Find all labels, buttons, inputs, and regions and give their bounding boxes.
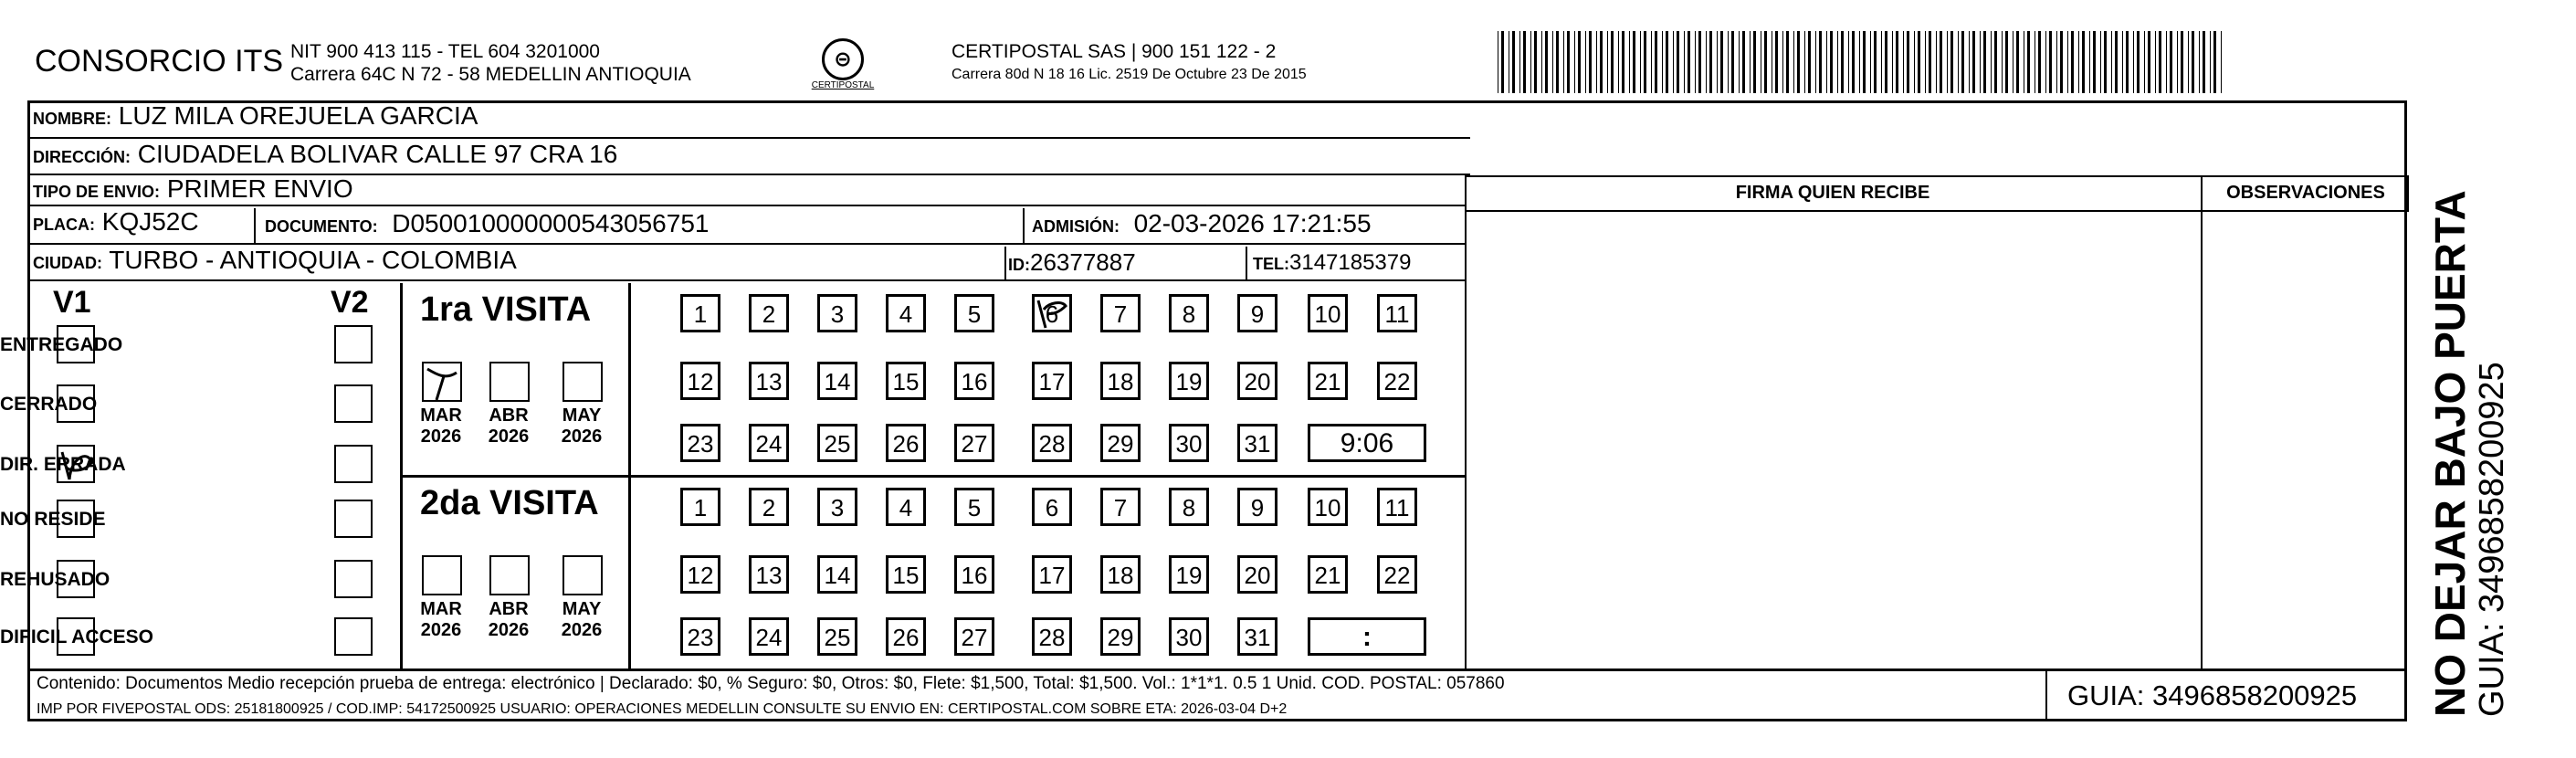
day-box[interactable]: [817, 424, 857, 462]
day-box[interactable]: [1100, 294, 1141, 332]
second-visit-title: 2da VISITA: [420, 484, 599, 522]
day-number: 17: [1038, 368, 1066, 395]
day-number: 2: [762, 300, 776, 328]
ciudad-label: CIUDAD:: [33, 254, 102, 272]
day-box[interactable]: [749, 488, 789, 526]
direccion-label: DIRECCIÓN:: [33, 148, 131, 166]
v2-checkbox[interactable]: [334, 500, 373, 538]
day-box[interactable]: [1032, 555, 1072, 594]
v2-checkbox[interactable]: [334, 384, 373, 423]
time-box[interactable]: 9:06: [1308, 424, 1426, 462]
day-number: 11: [1384, 300, 1410, 328]
day-box[interactable]: [1377, 488, 1417, 526]
status-label: CERRADO: [0, 394, 98, 415]
day-number: 16: [961, 368, 988, 395]
ciudad-value: TURBO - ANTIOQUIA - COLOMBIA: [109, 246, 517, 274]
day-box[interactable]: [1237, 424, 1277, 462]
day-number: 6: [1045, 300, 1059, 328]
month-year: 2026: [488, 426, 530, 447]
divider: [400, 475, 1465, 478]
day-box[interactable]: [680, 617, 720, 656]
day-number: 27: [961, 430, 988, 458]
day-box[interactable]: [886, 488, 926, 526]
observaciones-area[interactable]: [2203, 212, 2405, 669]
day-box[interactable]: [1032, 362, 1072, 400]
day-number: 8: [1182, 300, 1196, 328]
day-number: 18: [1107, 368, 1134, 395]
firma-area[interactable]: [1467, 212, 2199, 669]
row-tipo: [27, 175, 1465, 206]
v2-checkbox[interactable]: [334, 560, 373, 598]
month-label: [418, 405, 464, 447]
day-number: 2: [762, 494, 776, 521]
day-box[interactable]: [680, 424, 720, 462]
day-number: 30: [1175, 624, 1203, 651]
month-label: [418, 599, 464, 641]
guia-number: GUIA: 3496858200925: [2045, 669, 2407, 721]
day-box[interactable]: [1237, 362, 1277, 400]
month-checkbox[interactable]: [422, 555, 462, 595]
status-label: NO RESIDE: [0, 509, 106, 530]
time-box[interactable]: :: [1308, 617, 1426, 656]
day-box[interactable]: [1169, 555, 1209, 594]
day-number: 28: [1038, 624, 1066, 651]
day-box[interactable]: [1377, 294, 1417, 332]
check-mark-icon: [1035, 297, 1071, 332]
v2-checkbox[interactable]: [334, 445, 373, 483]
admision-label: ADMISIÓN:: [1032, 217, 1120, 236]
day-box[interactable]: [1169, 424, 1209, 462]
day-box[interactable]: [680, 362, 720, 400]
placa-value: KQJ52C: [101, 207, 199, 236]
day-number: 22: [1383, 562, 1411, 589]
footer-impresion: IMP POR FIVEPOSTAL ODS: 25181800925 / COD.IMP: 54172500925 USUARIO: OPERACIONES MEDELLIN CONSULTE SU ENVIO EN: CERTIPOSTAL.COM SOBRE ETA: 2026-03-04 D+2: [37, 701, 1288, 717]
month-label: [486, 405, 531, 447]
day-number: 28: [1038, 430, 1066, 458]
observaciones-label: OBSERVACIONES: [2226, 183, 2385, 203]
month-checkbox[interactable]: [563, 555, 603, 595]
day-box[interactable]: [1377, 555, 1417, 594]
v2-checkbox[interactable]: [334, 617, 373, 656]
day-number: 3: [830, 300, 845, 328]
day-number: 11: [1384, 494, 1410, 521]
day-box[interactable]: [1308, 362, 1348, 400]
day-box[interactable]: [749, 362, 789, 400]
logo-icon: ⊝: [822, 38, 864, 80]
certipostal-info: [952, 40, 1307, 86]
day-number: 8: [1182, 494, 1196, 521]
day-box[interactable]: [954, 555, 994, 594]
day-number: 14: [824, 562, 851, 589]
day-box[interactable]: [680, 294, 720, 332]
day-box[interactable]: [1308, 488, 1348, 526]
day-box[interactable]: [749, 617, 789, 656]
day-number: 12: [687, 562, 714, 589]
tel-label: TEL:: [1253, 255, 1289, 273]
day-number: 25: [824, 430, 851, 458]
footer-contenido: Contenido: Documentos Medio recepción prueba de entrega: electrónico | Declarado: $0, % Seguro: $0, Otros: $0, Flete: $1,500, Total: $1,500. Vol.: 1*1*1. 0.5 1 Unid. COD. POSTAL: 057860: [37, 674, 1505, 693]
day-box[interactable]: [1237, 488, 1277, 526]
day-box[interactable]: [1237, 294, 1277, 332]
day-number: 21: [1314, 562, 1341, 589]
month-name: MAY: [562, 599, 602, 619]
company-info: [290, 40, 691, 86]
month-label: [559, 405, 605, 447]
day-box[interactable]: [1308, 294, 1348, 332]
company-address: Carrera 64C N 72 - 58 MEDELLIN ANTIOQUIA: [290, 64, 691, 85]
day-number: 29: [1107, 624, 1134, 651]
day-box[interactable]: [680, 555, 720, 594]
divider: [1023, 208, 1025, 245]
placa-label: PLACA:: [33, 216, 95, 234]
day-number: 5: [967, 300, 982, 328]
company-name: CONSORCIO ITS: [35, 44, 284, 79]
day-number: 26: [892, 624, 920, 651]
day-box[interactable]: [1237, 617, 1277, 656]
admision-value: 02-03-2026 17:21:55: [1133, 209, 1372, 237]
month-checkbox[interactable]: [489, 555, 530, 595]
day-box[interactable]: [954, 424, 994, 462]
firma-label: FIRMA QUIEN RECIBE: [1735, 183, 1930, 203]
day-number: 12: [687, 368, 714, 395]
month-year: 2026: [420, 426, 462, 447]
tipo-value: PRIMER ENVIO: [166, 174, 353, 203]
admision-field: [1032, 209, 1372, 238]
day-box[interactable]: [817, 617, 857, 656]
day-number: 13: [755, 562, 783, 589]
day-box[interactable]: [954, 488, 994, 526]
day-number: 3: [830, 494, 845, 521]
day-box[interactable]: [886, 362, 926, 400]
day-box[interactable]: [1100, 424, 1141, 462]
month-checkbox[interactable]: [489, 362, 530, 402]
day-box[interactable]: [817, 294, 857, 332]
tel-field: [1253, 250, 1411, 276]
day-number: 1: [693, 300, 708, 328]
day-number: 18: [1107, 562, 1134, 589]
day-number: 10: [1314, 300, 1341, 328]
divider: [1004, 247, 1006, 281]
direccion-value: CIUDADELA BOLIVAR CALLE 97 CRA 16: [137, 140, 618, 168]
day-box[interactable]: [1169, 488, 1209, 526]
day-number: 31: [1244, 430, 1271, 458]
day-box[interactable]: [1308, 555, 1348, 594]
day-box[interactable]: [1032, 488, 1072, 526]
day-number: 30: [1175, 430, 1203, 458]
tipo-label: TIPO DE ENVIO:: [33, 183, 161, 201]
day-number: 23: [687, 430, 714, 458]
day-box[interactable]: [817, 362, 857, 400]
day-box[interactable]: [1032, 424, 1072, 462]
day-box[interactable]: [749, 555, 789, 594]
side-guia: GUIA: 3496858200925: [2473, 362, 2511, 717]
day-number: 19: [1175, 562, 1203, 589]
company-nit: NIT 900 413 115 - TEL 604 3201000: [290, 41, 600, 62]
day-box[interactable]: [1377, 362, 1417, 400]
day-box[interactable]: [954, 617, 994, 656]
day-box[interactable]: [886, 555, 926, 594]
day-box[interactable]: [680, 488, 720, 526]
day-box[interactable]: [749, 424, 789, 462]
month-label: [486, 599, 531, 641]
tel-value: 3147185379: [1289, 250, 1412, 275]
day-number: 6: [1045, 494, 1059, 521]
day-box[interactable]: [1032, 617, 1072, 656]
nombre-label: NOMBRE:: [33, 110, 111, 128]
month-name: MAR: [420, 599, 462, 619]
id-value: 26377887: [1030, 248, 1136, 276]
certipostal-logo: [811, 38, 875, 89]
status-label: ENTREGADO: [0, 334, 123, 355]
day-number: 23: [687, 624, 714, 651]
day-number: 4: [899, 300, 913, 328]
status-label: REHUSADO: [0, 569, 110, 590]
month-name: MAY: [562, 405, 602, 426]
id-field: [1008, 248, 1136, 277]
side-notice: [2411, 96, 2576, 726]
row-ciudad: [27, 245, 1465, 281]
no-dejar-notice: NO DEJAR BAJO PUERTA: [2426, 190, 2474, 717]
day-box[interactable]: [954, 294, 994, 332]
certipostal-address: Carrera 80d N 18 16 Lic. 2519 De Octubre 23 De 2015: [952, 67, 1307, 82]
day-box[interactable]: [817, 488, 857, 526]
day-number: 22: [1383, 368, 1411, 395]
day-number: 13: [755, 368, 783, 395]
month-name: ABR: [489, 599, 529, 619]
day-number: 7: [1113, 300, 1128, 328]
month-year: 2026: [420, 620, 462, 640]
v1-header: V1: [53, 285, 91, 320]
first-visit-title: 1ra VISITA: [420, 290, 592, 329]
day-number: 7: [1113, 494, 1128, 521]
nombre-value: LUZ MILA OREJUELA GARCIA: [118, 101, 478, 130]
day-number: 16: [961, 562, 988, 589]
day-box[interactable]: [1100, 488, 1141, 526]
day-number: 20: [1244, 562, 1271, 589]
day-box[interactable]: [886, 617, 926, 656]
day-number: 21: [1314, 368, 1341, 395]
day-box[interactable]: [954, 362, 994, 400]
day-number: 31: [1244, 624, 1271, 651]
row-direccion: [27, 139, 1470, 175]
day-box[interactable]: [886, 424, 926, 462]
day-box[interactable]: [1100, 555, 1141, 594]
day-box[interactable]: [1169, 362, 1209, 400]
v2-header: V2: [331, 285, 369, 320]
logo-text: CERTIPOSTAL: [811, 80, 875, 90]
day-number: 15: [892, 368, 920, 395]
day-box[interactable]: [817, 555, 857, 594]
day-number: 24: [755, 430, 783, 458]
documento-label: DOCUMENTO:: [265, 217, 378, 236]
certipostal-nit: CERTIPOSTAL SAS | 900 151 122 - 2: [952, 41, 1277, 62]
day-box[interactable]: [1100, 617, 1141, 656]
barcode: [1498, 31, 2228, 93]
month-checkbox[interactable]: [422, 362, 462, 402]
month-year: 2026: [561, 620, 603, 640]
divider: [1246, 247, 1247, 281]
month-name: MAR: [420, 405, 462, 426]
day-box[interactable]: [886, 294, 926, 332]
day-number: 14: [824, 368, 851, 395]
id-label: ID:: [1008, 256, 1030, 274]
day-number: 1: [693, 494, 708, 521]
day-box[interactable]: [1032, 294, 1072, 332]
check-mark-icon: [424, 363, 462, 402]
status-label: DIFICIL ACCESO: [0, 626, 154, 647]
day-number: 9: [1250, 494, 1265, 521]
day-number: 15: [892, 562, 920, 589]
row-nombre: [27, 100, 1470, 139]
day-number: 17: [1038, 562, 1066, 589]
month-checkbox[interactable]: [563, 362, 603, 402]
day-number: 5: [967, 494, 982, 521]
day-number: 29: [1107, 430, 1134, 458]
divider: [2407, 175, 2409, 212]
day-number: 4: [899, 494, 913, 521]
day-number: 26: [892, 430, 920, 458]
divider: [1465, 175, 2407, 177]
day-number: 20: [1244, 368, 1271, 395]
day-number: 19: [1175, 368, 1203, 395]
day-number: 25: [824, 624, 851, 651]
day-box[interactable]: [1169, 617, 1209, 656]
month-year: 2026: [488, 620, 530, 640]
day-box[interactable]: [1169, 294, 1209, 332]
divider: [254, 208, 256, 245]
day-number: 9: [1250, 300, 1265, 328]
day-box[interactable]: [1237, 555, 1277, 594]
status-label: DIR. ERRADA: [0, 454, 126, 475]
month-name: ABR: [489, 405, 529, 426]
day-box[interactable]: [1100, 362, 1141, 400]
month-label: [559, 599, 605, 641]
documento-value: D050010000000543056751: [392, 209, 710, 237]
v2-checkbox[interactable]: [334, 325, 373, 363]
day-number: 27: [961, 624, 988, 651]
day-box[interactable]: [749, 294, 789, 332]
day-number: 24: [755, 624, 783, 651]
month-year: 2026: [561, 426, 603, 447]
day-number: 10: [1314, 494, 1341, 521]
documento-field: [265, 209, 709, 238]
